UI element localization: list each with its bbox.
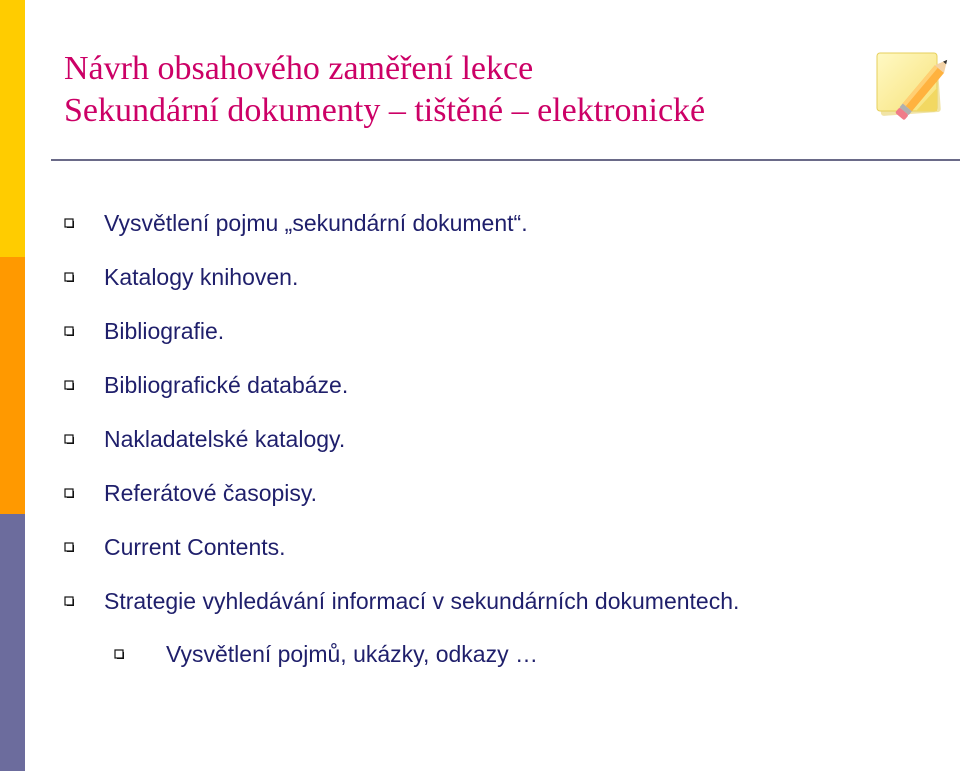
list-item-text: Strategie vyhledávání informací v sekundárních dokumentech. (104, 588, 740, 614)
list-item-text: Katalogy knihoven. (104, 264, 299, 290)
hollow-square-bullet-icon (64, 596, 74, 606)
hollow-square-bullet-icon (64, 434, 74, 444)
hollow-square-bullet-icon (64, 218, 74, 228)
list-item-text: Bibliografické databáze. (104, 372, 349, 398)
list-item (104, 587, 739, 615)
sub-list-item-text: Vysvětlení pojmů, ukázky, odkazy … (166, 641, 538, 667)
hollow-square-bullet-icon (114, 649, 124, 659)
hollow-square-bullet-icon (64, 542, 74, 552)
sub-list-item (166, 640, 538, 668)
list-item-text: Nakladatelské katalogy. (104, 426, 346, 452)
hollow-square-bullet-icon (64, 488, 74, 498)
list-item (104, 425, 345, 453)
sidebar-stripe-orange (0, 257, 25, 514)
sticky-note-pencil-icon (874, 50, 960, 136)
list-item-text: Vysvětlení pojmu „sekundární dokument“. (104, 210, 528, 236)
hollow-square-bullet-icon (64, 326, 74, 336)
slide-title-line-2: Sekundární dokumenty – tištěné – elektronické (64, 92, 706, 129)
list-item (104, 479, 317, 507)
list-item-text: Current Contents. (104, 534, 286, 560)
list-item-text: Referátové časopisy. (104, 480, 318, 506)
title-divider (51, 159, 960, 161)
list-item (104, 317, 224, 345)
list-item (104, 533, 286, 561)
list-item (104, 209, 528, 237)
list-item (104, 371, 348, 399)
list-item (104, 263, 298, 291)
sidebar-stripe-yellow (0, 0, 25, 257)
hollow-square-bullet-icon (64, 272, 74, 282)
slide-title-line-1: Návrh obsahového zaměření lekce (64, 50, 534, 87)
list-item-text: Bibliografie. (104, 318, 225, 344)
hollow-square-bullet-icon (64, 380, 74, 390)
slide-title (64, 48, 705, 132)
sidebar-stripe-purple (0, 514, 25, 771)
